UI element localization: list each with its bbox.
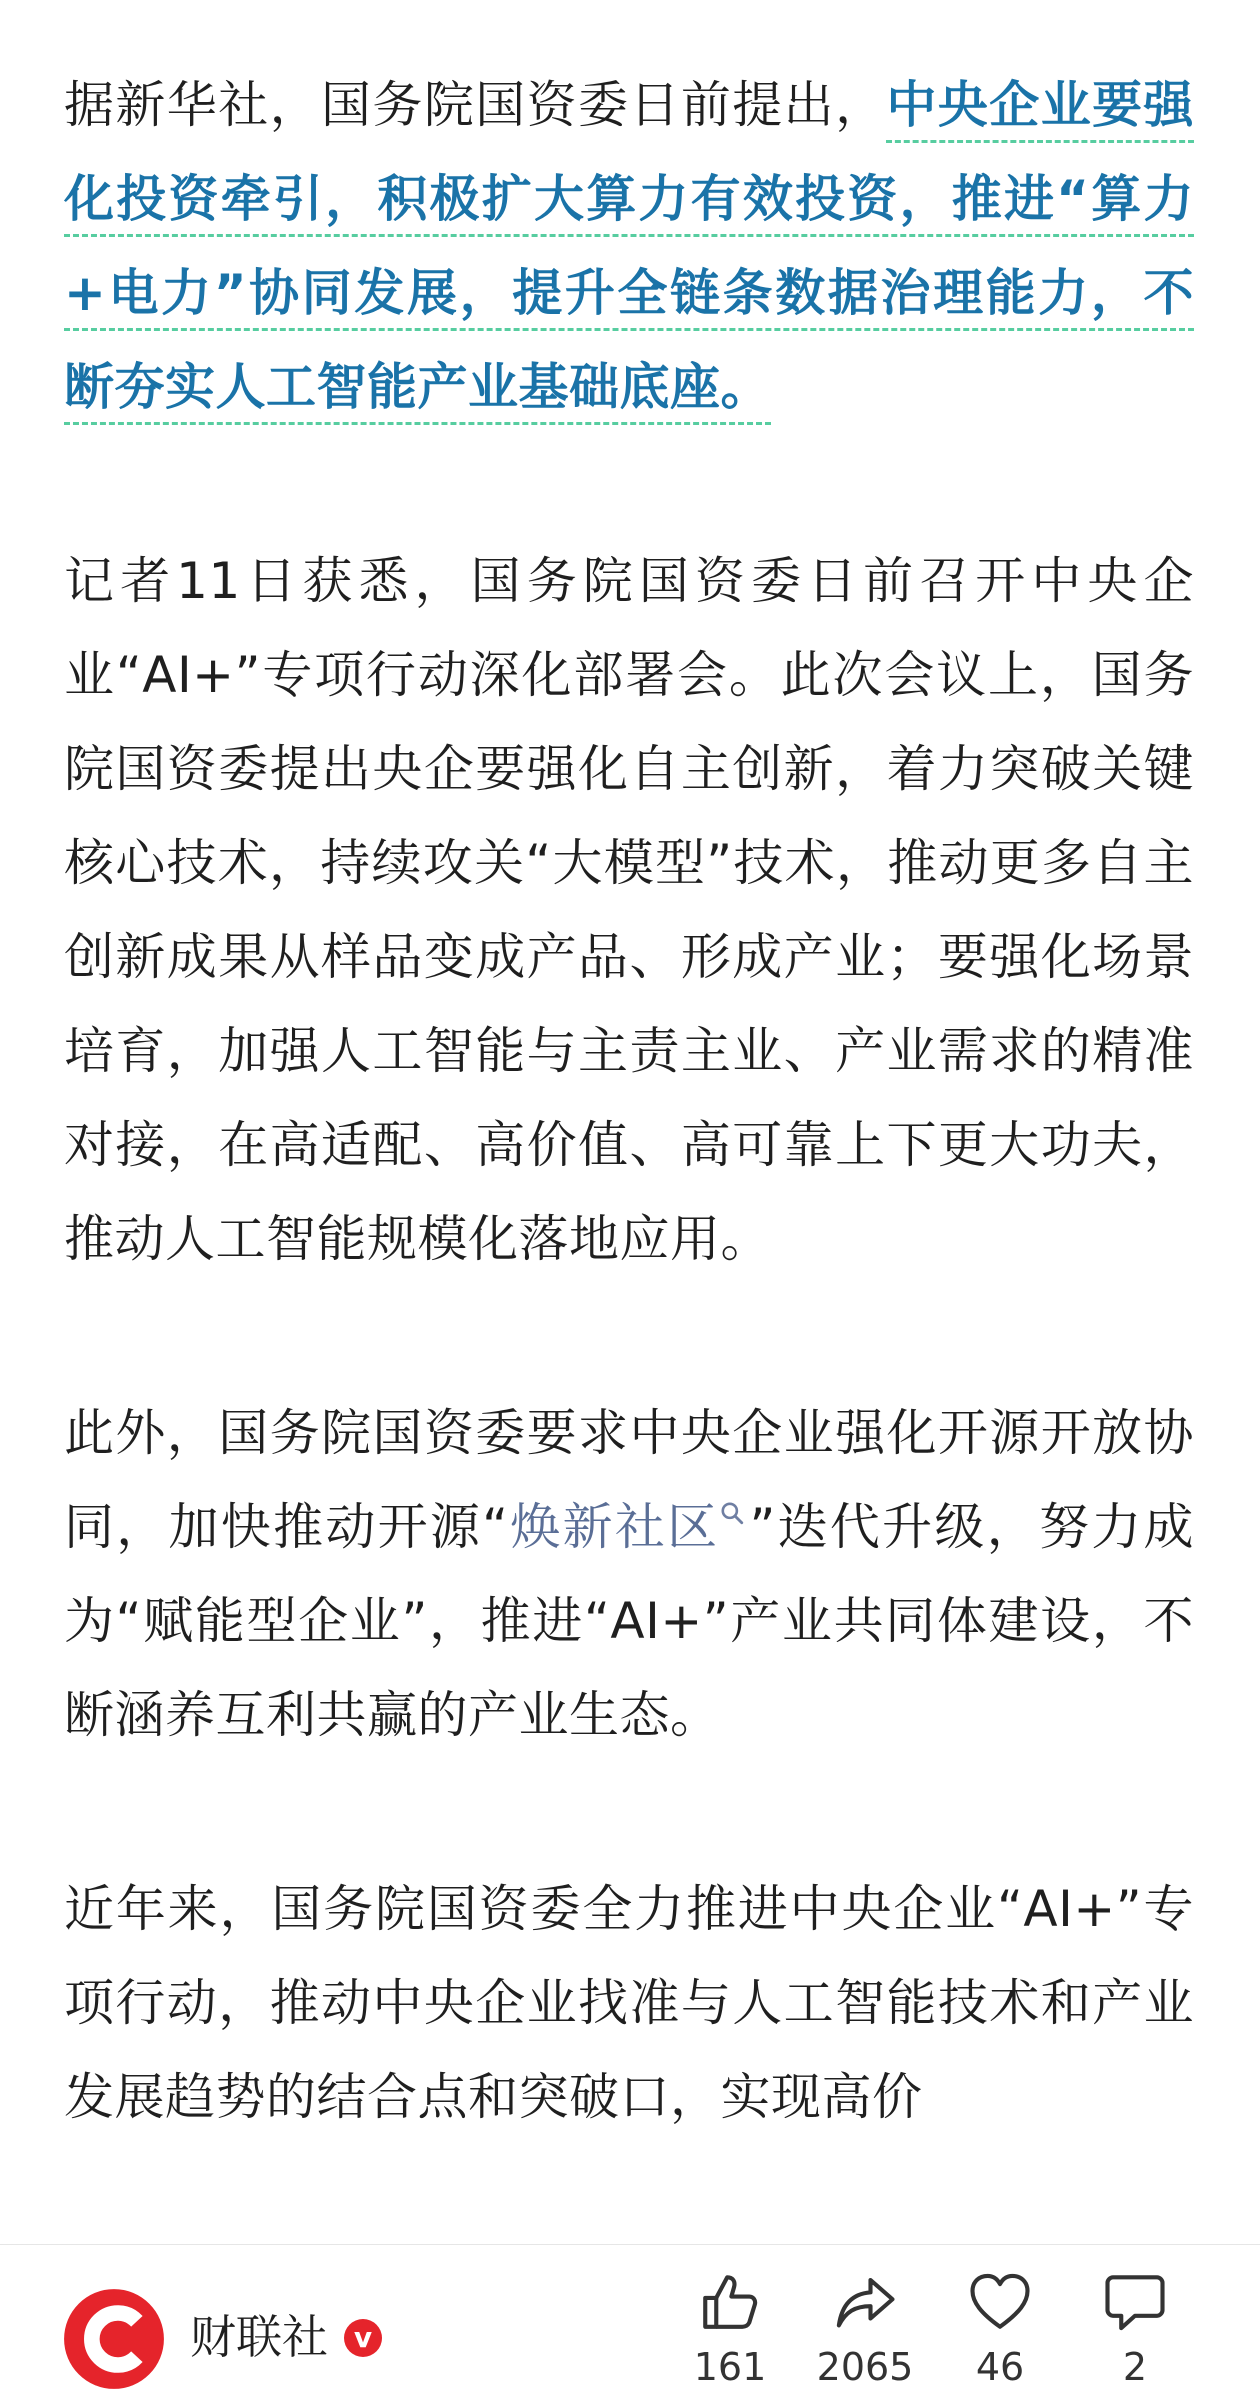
search-icon[interactable] — [719, 1500, 745, 1526]
paragraph-1 — [64, 58, 1194, 434]
like-button[interactable] — [665, 2269, 795, 2399]
paragraph-4: 近年来，国务院国资委全力推进中央企业“AI+”专项行动，推动中央企业找准与人工智能技术和产业发展趋势的结合点和突破口，实现高价 — [64, 1880, 1194, 2126]
highlighted-summary: 中央企业要强化投资牵引，积极扩大算力有效投资，推进“算力+电力”协同发展，提升全链条数据治理能力，不断夯实人工智能产业基础底座。 — [64, 76, 1194, 425]
cailianshe-logo[interactable] — [62, 2287, 166, 2391]
paragraph-3-after: ”迭代升级，努力成为“赋能型企业”，推进“AI+”产业共同体建设，不断涵养互利共赢的产业生态。 — [64, 1498, 1195, 1744]
bottom-action-bar — [0, 2244, 1260, 2401]
article-body — [64, 58, 1194, 2244]
share-icon — [832, 2269, 898, 2335]
share-count: 2065 — [816, 2345, 914, 2389]
source-name[interactable]: 财联社 — [190, 2310, 328, 2364]
comment-button[interactable] — [1070, 2269, 1200, 2399]
like-count: 161 — [693, 2345, 767, 2389]
favorite-count: 46 — [975, 2345, 1025, 2389]
comment-icon — [1102, 2269, 1168, 2335]
thumbs-up-icon — [697, 2269, 763, 2335]
paragraph-1-lead: 据新华社，国务院国资委日前提出， — [64, 76, 887, 134]
paragraph-2: 记者11日获悉，国务院国资委日前召开中央企业“AI+”专项行动深化部署会。此次会议上，国务院国资委提出央企要强化自主创新，着力突破关键核心技术，持续攻关“大模型”技术，推动更多自主创新成果从样品变成产品、形成产业；要强化场景培育，加强人工智能与主责主业、产业需求的精准对接，在高适配、高价值、高可靠上下更大功夫，推动人工智能规模化落地应用。 — [64, 552, 1194, 1268]
paragraph-3-before: 此外，国务院国资委要求中央企业强化开源开放协同，加快推动开源“ — [64, 1404, 1194, 1556]
verified-badge: v — [344, 2319, 382, 2357]
favorite-button[interactable] — [935, 2269, 1065, 2399]
heart-icon — [967, 2269, 1033, 2335]
comment-count: 2 — [1122, 2345, 1148, 2389]
paragraph-3 — [64, 1386, 1194, 1762]
share-button[interactable] — [800, 2269, 930, 2399]
keyword-link-huanxin-community[interactable]: 焕新社区 — [508, 1498, 720, 1556]
